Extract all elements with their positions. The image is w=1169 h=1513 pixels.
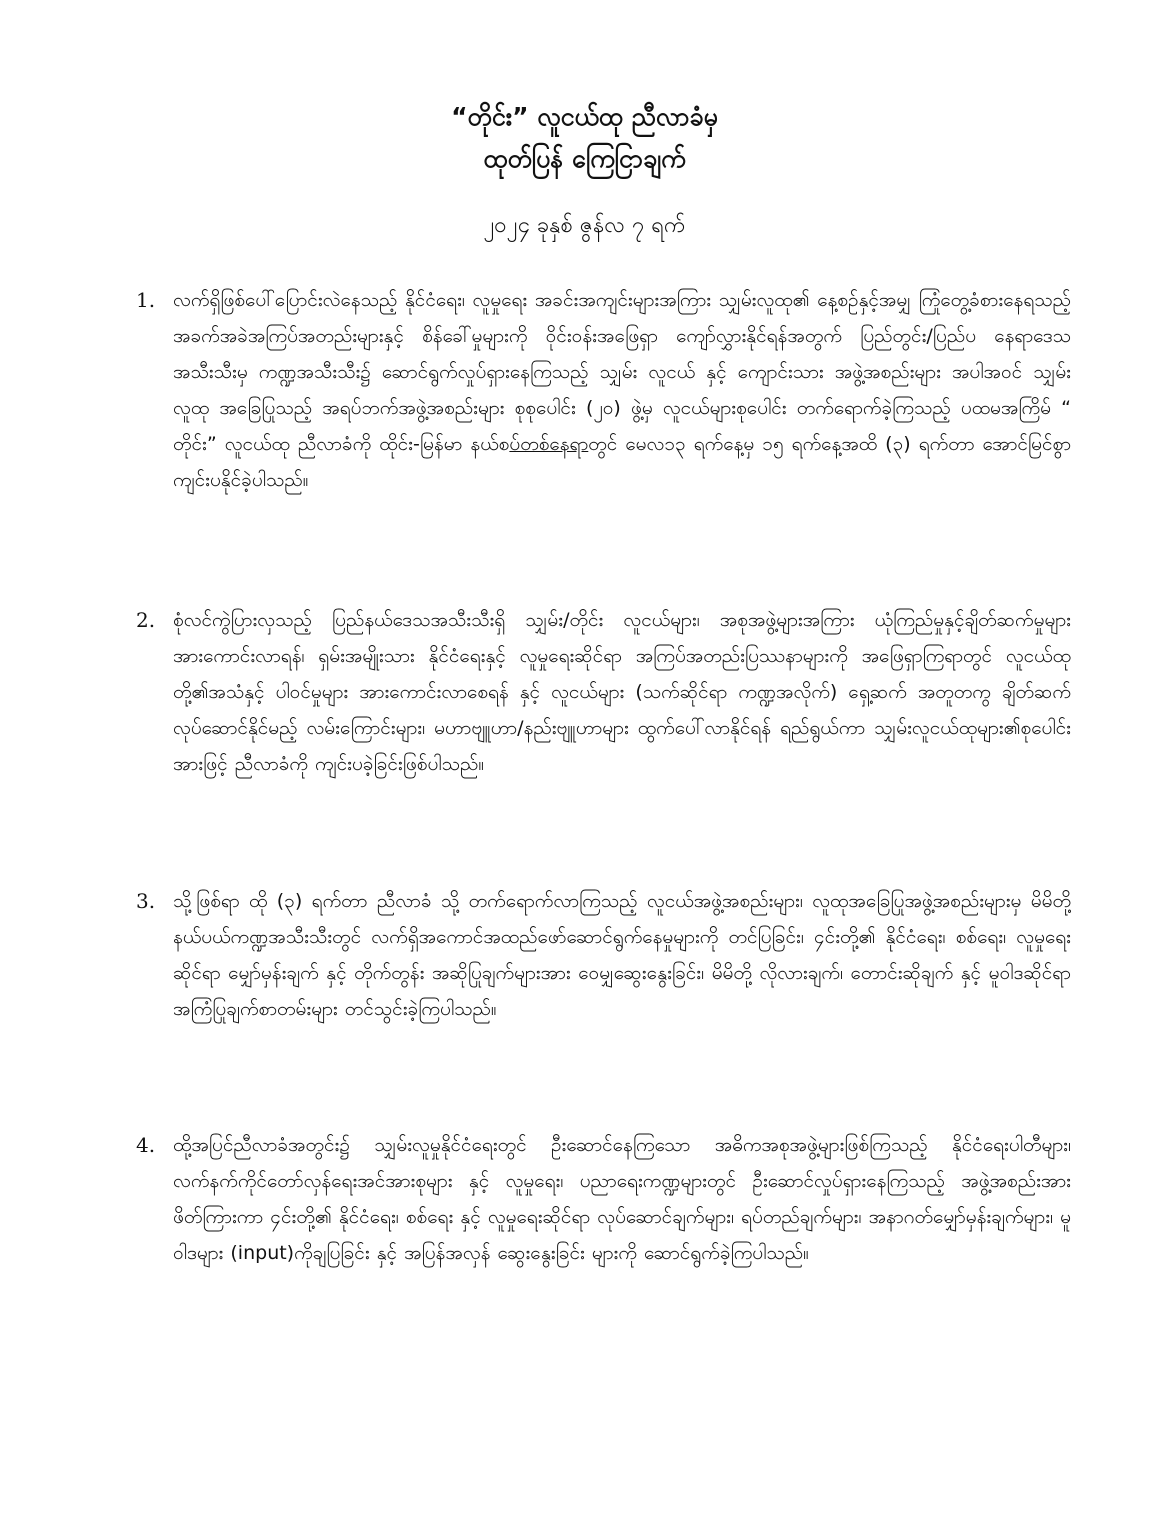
document-title: “တိုင်း” လူငယ်ထု ညီလာခံမှ: [451, 102, 718, 131]
paragraph-1: [136, 282, 1071, 498]
paragraph-number: 3.: [136, 889, 156, 913]
paragraph-text: ထို့အပြင်ညီလာခံအတွင်း၌ သျှမ်းလူမှုနိုင်ငံရေးတွင် ဦးဆောင်နေကြသော အဓိကအစုအဖွဲ့များဖြစ်ကြသည့် နိုင်ငံရေးပါတီများ၊ လက်နက်ကိုင်တော်လှန်ရေးအင်အားစုများ နှင့် လူမှုရေး၊ ပညာရေးကဏ္ဍများတွင် ဦးဆောင်လှုပ်ရှားနေကြသည့် အဖွဲ့အစည်းအား ဖိတ်ကြားကာ ၄င်းတို့၏ နိုင်ငံရေး၊ စစ်ရေး နှင့် လူမှုရေးဆိုင်ရာ လုပ်ဆောင်ချက်များ၊ ရပ်တည်ချက်များ၊ အနာဂတ်မျှော်မှန်းချက်များ၊ မူဝါဒများ (input)ကိုချပြခြင်း နှင့် အပြန်အလှန် ဆွေးနွေးခြင်း များကို ဆောင်ရွက်ခဲ့ကြပါသည်။: [173, 1134, 1071, 1264]
paragraph-text: [173, 282, 1071, 498]
paragraph-text-part: လက်ရှိဖြစ်ပေါ်ပြောင်းလဲနေသည့် နိုင်ငံရေး၊ လူမှုရေး အခင်းအကျင်းများအကြား သျှမ်းလူထု၏ နေ့စဉ်နှင့်အမျှ ကြုံတွေ့ခံစားနေရသည့် အခက်အခဲအကြပ်အတည်းများနှင့် စိန်ခေါ်မှုများကို ဝိုင်းဝန်းအဖြေရှာ ကျော်လွှားနိုင်ရန်အတွက် ပြည်တွင်း/ပြည်ပ နေရာဒေသအသီးသီးမှ ကဏ္ဍအသီးသီး၌ ဆောင်ရွက်လှုပ်ရှားနေကြသည့် သျှမ်း လူငယ် နှင့် ကျောင်းသား အဖွဲ့အစည်းများ အပါအဝင် သျှမ်းလူထု အခြေပြုသည့် အရပ်ဘက်အဖွဲ့အစည်းများ စုစုပေါင်း (၂၀) ဖွဲ့မှ လူငယ်များစုပေါင်း တက်ရောက်ခဲ့ကြသည့် ပထမအကြိမ် “ တိုင်း” လူငယ်ထု ညီလာခံကို ထိုင်း-မြန်မာ နယ်စ: [173, 289, 1071, 455]
paragraph-text-part: တွင် မေလ၁၃ ရက်နေ့မှ ၁၅ ရက်နေ့အထိ (၃) ရက်တာ အောင်မြင်စွာ ကျင်းပနိုင်ခဲ့ပါသည်။: [173, 433, 1072, 491]
underlined-location-text: ပ်တစ်နေရာ: [509, 433, 589, 455]
document-date: ၂၀၂၄ ခုနှစ် ဇွန်လ ၇ ရက်: [483, 213, 686, 238]
paragraph-number: 4.: [136, 1133, 156, 1157]
paragraph-text: သို့ဖြစ်ရာ ထို (၃) ရက်တာ ညီလာခံ သို့ တက်ရောက်လာကြသည့် လူငယ်အဖွဲ့အစည်းများ၊ လူထုအခြေပြုအဖွဲ့အစည်းများမှ မိမိတို့နယ်ပယ်ကဏ္ဍအသီးသီးတွင် လက်ရှိအကောင်အထည်ဖော်ဆောင်ရွက်နေမှုများကို တင်ပြခြင်း၊ ၄င်းတို့၏ နိုင်ငံရေး၊ စစ်ရေး၊ လူမှုရေး ဆိုင်ရာ မျှော်မှန်းချက် နှင့် တိုက်တွန်း အဆိုပြုချက်များအား ဝေမျှဆွေးနွေးခြင်း၊ မိမိတို့ လိုလားချက်၊ တောင်းဆိုချက် နှင့် မူဝါဒဆိုင်ရာ အကြံပြုချက်စာတမ်းများ တင်သွင်းခဲ့ကြပါသည်။: [173, 890, 1071, 1020]
paragraph-2: [136, 602, 1071, 782]
paragraph-number: 1.: [136, 288, 156, 312]
paragraph-4: [136, 1127, 1071, 1271]
document-subtitle: ထုတ်ပြန် ကြေငြာချက်: [483, 144, 686, 173]
paragraph-number: 2.: [136, 608, 156, 632]
paragraph-3: [136, 883, 1071, 1027]
paragraph-text: စုံလင်ကွဲပြားလှသည့် ပြည်နယ်ဒေသအသီးသီးရှိ သျှမ်း/တိုင်း လူငယ်များ၊ အစုအဖွဲ့များအကြား ယုံကြည်မှုနှင့်ချိတ်ဆက်မှုများ အားကောင်းလာရန်၊ ရှမ်းအမျိုးသား နိုင်ငံရေးနှင့် လူမှုရေးဆိုင်ရာ အကြပ်အတည်းပြဿနာများကို အဖြေရှာကြရာတွင် လူငယ်ထုတို့၏အသံနှင့် ပါဝင်မှုများ အားကောင်းလာစေရန် နှင့် လူငယ်များ (သက်ဆိုင်ရာ ကဏ္ဍအလိုက်) ရှေ့ဆက် အတူတကွ ချိတ်ဆက်လုပ်ဆောင်နိုင်မည့် လမ်းကြောင်းများ၊ မဟာဗျူဟာ/နည်းဗျူဟာများ ထွက်ပေါ်လာနိုင်ရန် ရည်ရွယ်ကာ သျှမ်းလူငယ်ထုများ၏စုပေါင်းအားဖြင့် ညီလာခံကို ကျင်းပခဲ့ခြင်းဖြစ်ပါသည်။: [173, 609, 1071, 775]
title-block: [0, 96, 1169, 180]
